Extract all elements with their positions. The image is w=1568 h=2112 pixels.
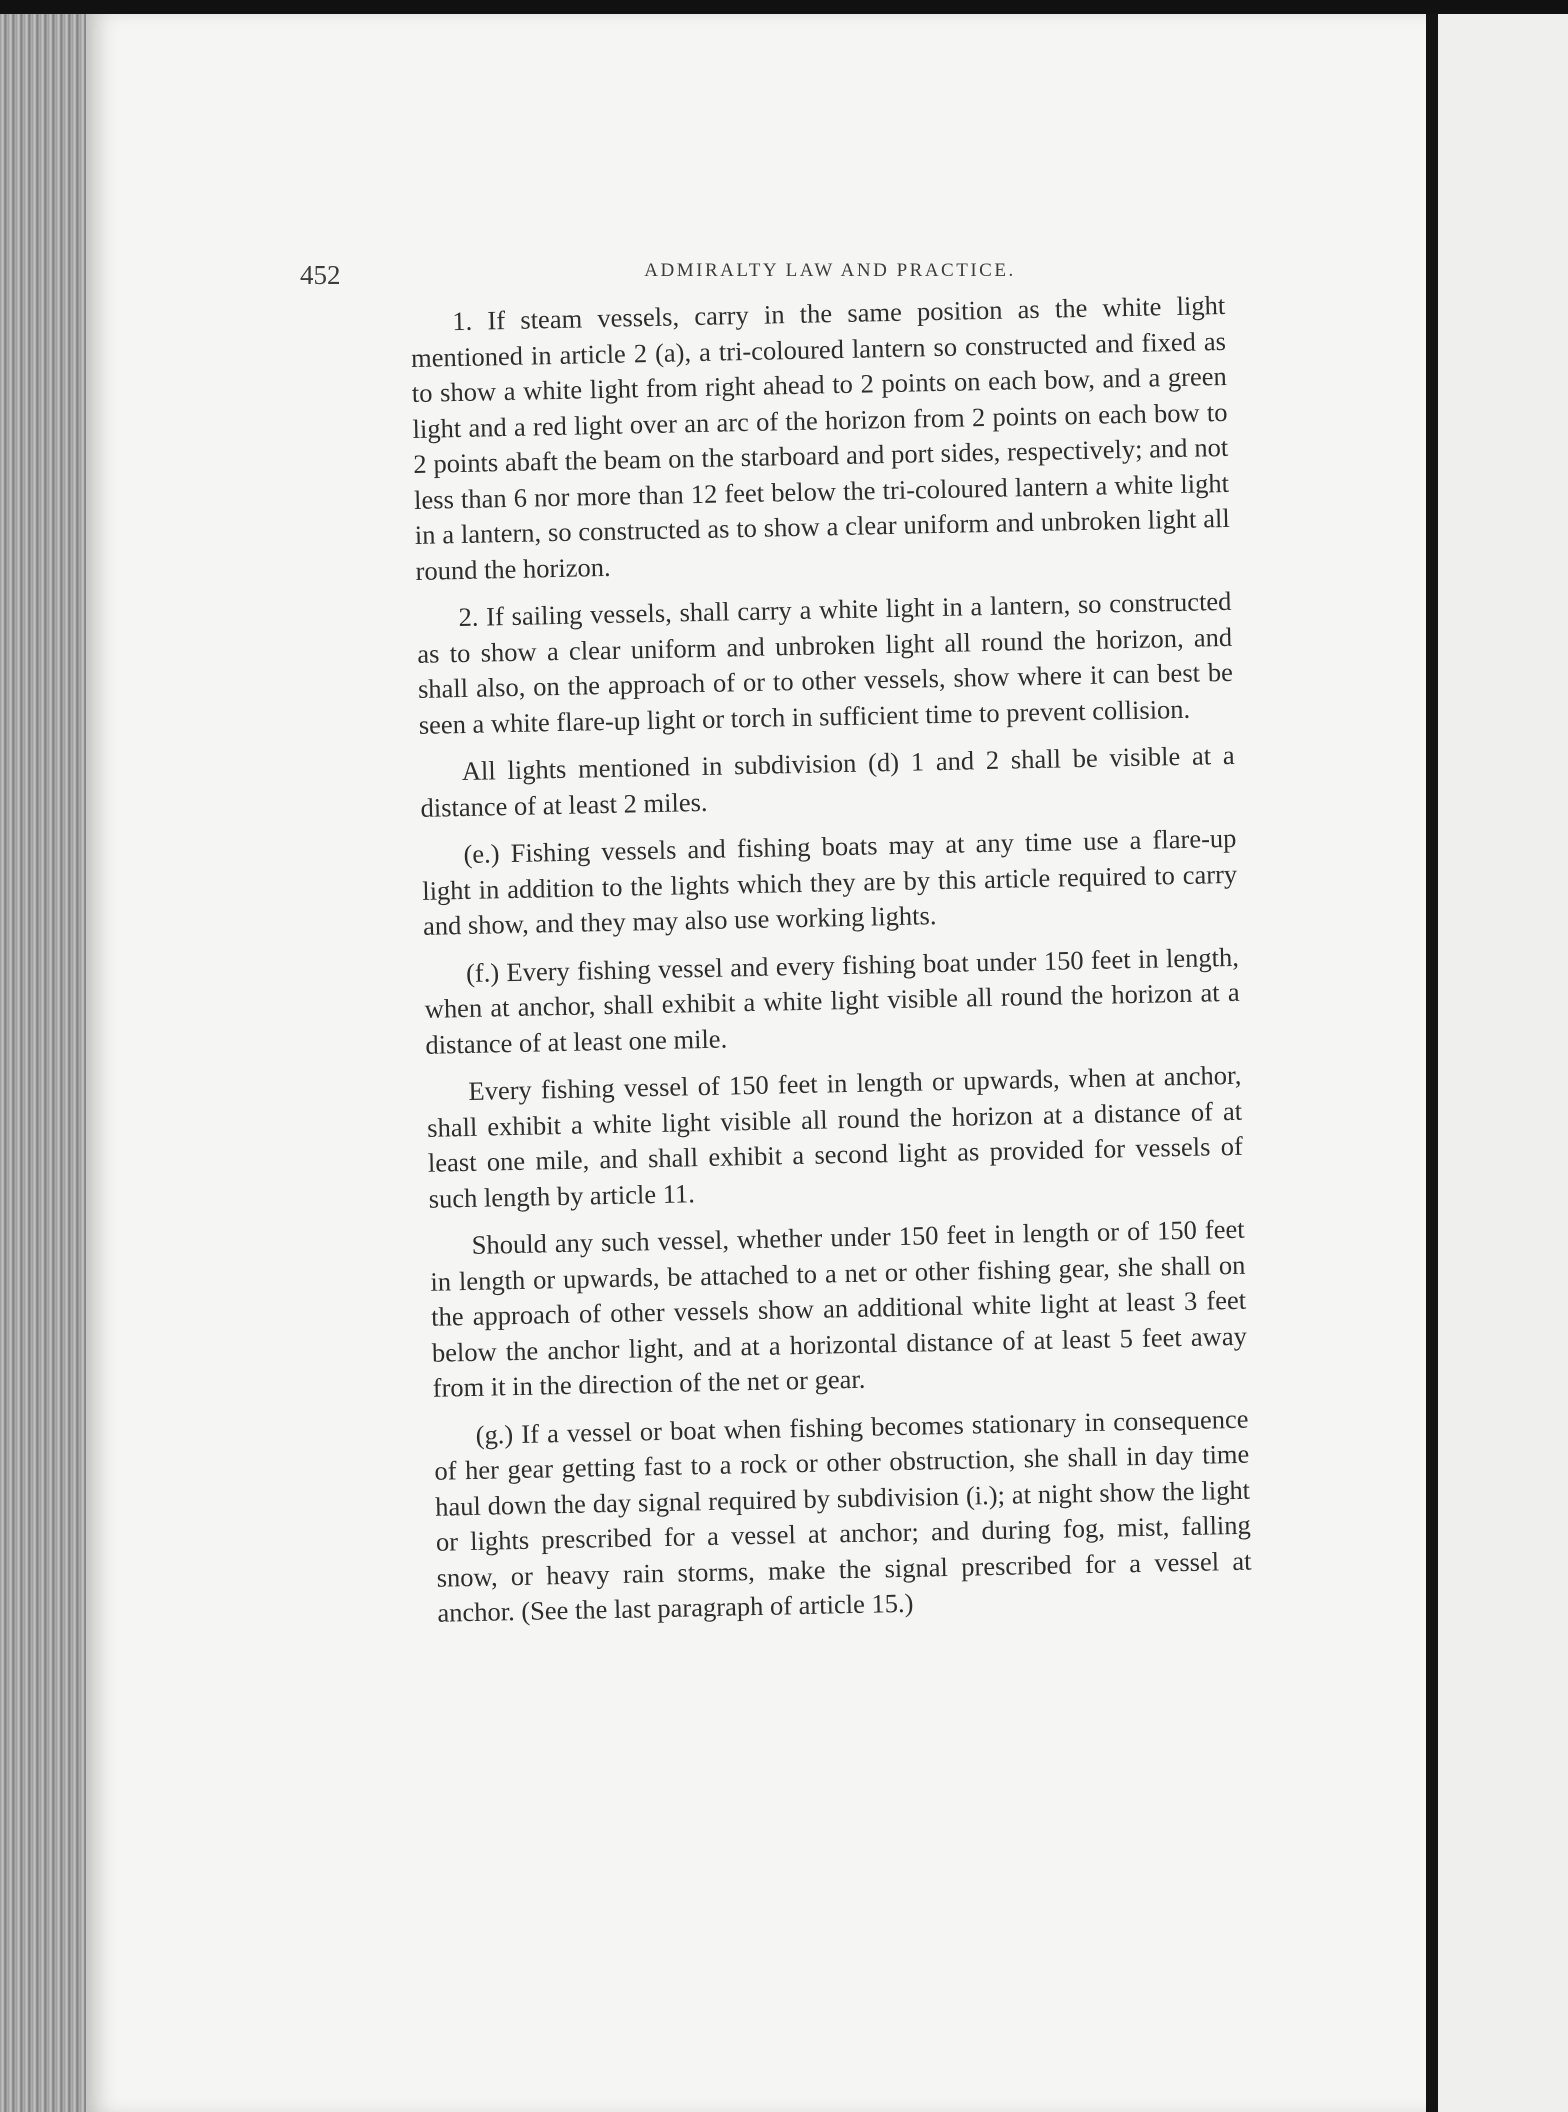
facing-page-edge <box>1438 14 1568 2112</box>
paragraph-3: All lights mentioned in subdivision (d) 1 and 2 shall be visible at a distance of at least 2 miles. <box>420 739 1235 823</box>
binding-gutter <box>1426 14 1438 2112</box>
paragraph-8: (g.) If a vessel or boat when fishing becomes stationary in consequence of her gear getting fast to a rock or other obstruction, she shall in day time haul down the day signal required by subdivision (i.); at night show the light or lights prescribed for a vessel at anchor; and during fog, mist, falling snow, or heavy rain storms, make the signal prescribed for a vessel at anchor. (See the last paragraph of article 15.) <box>434 1403 1252 1628</box>
paragraph-1: 1. If steam vessels, carry in the same position as the white light mentioned in article 2 (a), a tri-coloured lantern so constructed and fixed as to show a white light from right ahead to 2 points on each bow, and a green light and a red light over an arc of the horizon from 2 points on each bow to 2 points abaft the beam on the starboard and port sides, respectively; and not less than 6 nor more than 12 feet below the tri-coloured lantern a white light in a lantern, so constructed as to show a clear uniform and unbroken light all round the horizon. <box>410 289 1230 586</box>
paragraph-4: (e.) Fishing vessels and fishing boats may at any time use a flare-up light in addition to the lights which they are by this article required to carry and show, and they may also use working lights. <box>421 822 1238 941</box>
page-number: 452 <box>300 260 341 290</box>
paragraph-2: 2. If sailing vessels, shall carry a white light in a lantern, so constructed as to show a clear uniform and unbroken light all round the horizon, and shall also, on the approach of or to other vessels, show where it can best be seen a white flare-up light or torch in sufficient time to prevent collision. <box>416 585 1234 740</box>
stacked-page-edges <box>0 14 100 2112</box>
paragraph-6: Every fishing vessel of 150 feet in length or upwards, when at anchor, shall exhibit a white light visible all round the horizon at a distance of at least one mile, and shall exhibit a second light as provided for vessels of such length by article 11. <box>426 1059 1244 1214</box>
paragraph-7: Should any such vessel, whether under 150 feet in length or of 150 feet in length or upwards, be attached to a net or other fishing gear, she shall on the approach of other vessels show an additional white light at least 3 feet below the anchor light, and at a horizontal distance of at least 5 feet away from it in the direction of the net or gear. <box>430 1213 1248 1403</box>
paragraph-5: (f.) Every fishing vessel and every fishing boat under 150 feet in length, when at anchor, shall exhibit a white light visible all round the horizon at a distance of at least one mile. <box>424 941 1240 1060</box>
running-head: ADMIRALTY LAW AND PRACTICE. <box>644 260 1016 281</box>
page-body <box>410 288 1253 1643</box>
